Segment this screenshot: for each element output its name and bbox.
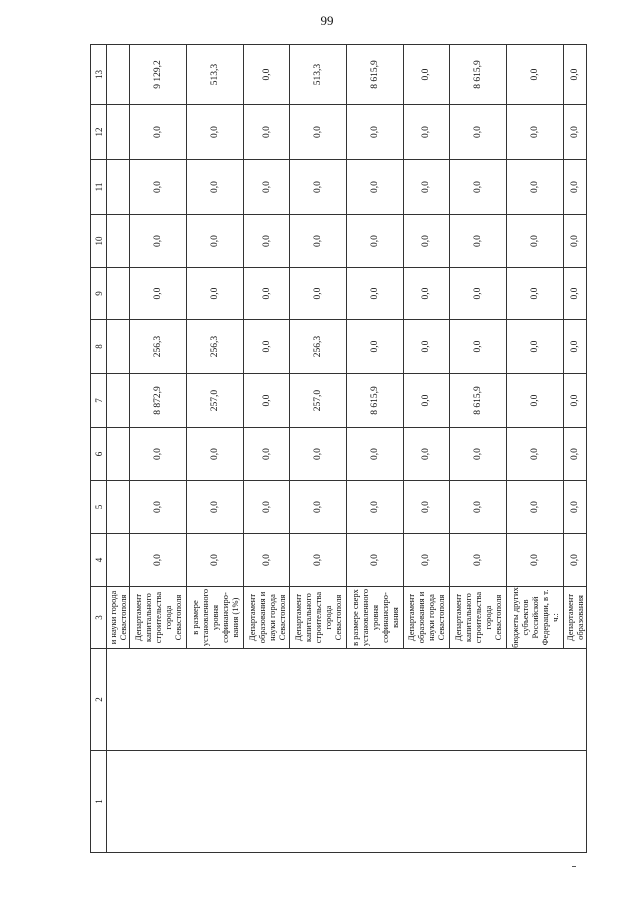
table-row xyxy=(107,45,130,853)
value-cell: 0,0 xyxy=(449,534,506,587)
value-cell: 0,0 xyxy=(449,268,506,320)
value-cell: 513,3 xyxy=(290,45,347,105)
value-cell: 0,0 xyxy=(506,268,563,320)
value-cell: 0,0 xyxy=(244,481,290,534)
value-cell: 0,0 xyxy=(187,534,244,587)
value-cell: 0,0 xyxy=(290,428,347,481)
value-cell xyxy=(107,160,130,215)
value-cell: 0,0 xyxy=(130,105,187,160)
value-cell: 0,0 xyxy=(563,320,587,374)
description-cell: Департамент капитального строительства города Севастополя xyxy=(290,587,347,649)
value-cell: 0,0 xyxy=(290,215,347,268)
value-cell: 0,0 xyxy=(506,45,563,105)
value-cell: 0,0 xyxy=(130,428,187,481)
value-cell: 0,0 xyxy=(244,268,290,320)
value-cell: 0,0 xyxy=(130,268,187,320)
value-cell: 0,0 xyxy=(563,215,587,268)
value-cell: 0,0 xyxy=(563,428,587,481)
value-cell: 256,3 xyxy=(130,320,187,374)
value-cell: 0,0 xyxy=(290,534,347,587)
value-cell xyxy=(107,481,130,534)
value-cell: 0,0 xyxy=(403,268,449,320)
budget-table xyxy=(90,44,587,853)
value-cell: 0,0 xyxy=(563,105,587,160)
value-cell xyxy=(107,45,130,105)
value-cell: 0,0 xyxy=(403,428,449,481)
value-cell: 0,0 xyxy=(187,481,244,534)
value-cell: 0,0 xyxy=(449,320,506,374)
value-cell: 0,0 xyxy=(563,160,587,215)
value-cell: 0,0 xyxy=(563,268,587,320)
value-cell: 0,0 xyxy=(563,45,587,105)
description-cell: Департамент образования и науки города Севастополя xyxy=(244,587,290,649)
description-cell: Департамент образования и науки города Севастополя xyxy=(403,587,449,649)
value-cell xyxy=(107,320,130,374)
value-cell: 0,0 xyxy=(506,320,563,374)
value-cell: 0,0 xyxy=(563,374,587,428)
value-cell: 0,0 xyxy=(403,534,449,587)
value-cell: 0,0 xyxy=(403,320,449,374)
value-cell: 0,0 xyxy=(403,160,449,215)
value-cell: 0,0 xyxy=(506,428,563,481)
column-header: 1 xyxy=(91,751,107,853)
value-cell: 0,0 xyxy=(346,534,403,587)
value-cell: 257,0 xyxy=(187,374,244,428)
value-cell: 257,0 xyxy=(290,374,347,428)
column-header: 9 xyxy=(91,268,107,320)
value-cell: 0,0 xyxy=(449,481,506,534)
value-cell: 0,0 xyxy=(130,481,187,534)
value-cell: 0,0 xyxy=(130,160,187,215)
column-header: 7 xyxy=(91,374,107,428)
column-header: 6 xyxy=(91,428,107,481)
value-cell: 0,0 xyxy=(346,160,403,215)
value-cell: 8 872,9 xyxy=(130,374,187,428)
description-cell: и науки города Севастополя xyxy=(107,587,130,649)
value-cell: 0,0 xyxy=(403,215,449,268)
value-cell: 0,0 xyxy=(403,481,449,534)
value-cell: 0,0 xyxy=(449,160,506,215)
value-cell: 0,0 xyxy=(187,160,244,215)
value-cell: 0,0 xyxy=(403,45,449,105)
column-header: 5 xyxy=(91,481,107,534)
value-cell: 0,0 xyxy=(187,105,244,160)
column-header: 10 xyxy=(91,215,107,268)
value-cell: 0,0 xyxy=(244,320,290,374)
value-cell xyxy=(107,374,130,428)
column-1-cell xyxy=(107,751,587,853)
description-cell: в размере установленного уровня софинансиро-вания (1%) xyxy=(187,587,244,649)
value-cell: 0,0 xyxy=(346,105,403,160)
value-cell: 0,0 xyxy=(346,215,403,268)
value-cell: 0,0 xyxy=(290,481,347,534)
value-cell: 0,0 xyxy=(244,534,290,587)
value-cell: 513,3 xyxy=(187,45,244,105)
value-cell: 0,0 xyxy=(187,268,244,320)
value-cell: 0,0 xyxy=(346,428,403,481)
page-number: 99 xyxy=(320,13,334,28)
column-header: 4 xyxy=(91,534,107,587)
description-cell: Департамент образования xyxy=(563,587,587,649)
value-cell: 0,0 xyxy=(563,481,587,534)
value-cell: 0,0 xyxy=(346,268,403,320)
header-row xyxy=(91,45,107,853)
value-cell: 0,0 xyxy=(506,374,563,428)
value-cell: 256,3 xyxy=(187,320,244,374)
description-cell: в размере сверх установленного уровня софинансиро-вания xyxy=(346,587,403,649)
value-cell: 0,0 xyxy=(449,428,506,481)
value-cell: 0,0 xyxy=(244,428,290,481)
value-cell xyxy=(107,105,130,160)
value-cell: 0,0 xyxy=(563,534,587,587)
value-cell: 8 615,9 xyxy=(346,45,403,105)
value-cell: 0,0 xyxy=(506,105,563,160)
value-cell: 0,0 xyxy=(244,105,290,160)
value-cell: 0,0 xyxy=(449,215,506,268)
rotated-table-container xyxy=(90,45,587,853)
value-cell: 0,0 xyxy=(506,481,563,534)
column-header: 3 xyxy=(91,587,107,649)
value-cell xyxy=(107,268,130,320)
value-cell xyxy=(107,215,130,268)
column-header: 11 xyxy=(91,160,107,215)
value-cell xyxy=(107,428,130,481)
description-cell: бюджеты других субъектов Российской Федерации, в т. ч.: xyxy=(506,587,563,649)
column-2-cell xyxy=(107,649,587,751)
description-cell: Департамент капитального строительства города Севастополя xyxy=(449,587,506,649)
value-cell: 0,0 xyxy=(187,215,244,268)
value-cell: 0,0 xyxy=(346,320,403,374)
value-cell: 0,0 xyxy=(449,105,506,160)
value-cell: 0,0 xyxy=(244,374,290,428)
value-cell: 8 615,9 xyxy=(449,45,506,105)
column-header: 8 xyxy=(91,320,107,374)
value-cell: 0,0 xyxy=(346,481,403,534)
scan-mark xyxy=(572,866,576,867)
value-cell: 0,0 xyxy=(244,215,290,268)
column-header: 13 xyxy=(91,45,107,105)
value-cell: 9 129,2 xyxy=(130,45,187,105)
value-cell: 0,0 xyxy=(506,160,563,215)
description-cell: Департамент капитального строительства города Севастополя xyxy=(130,587,187,649)
value-cell: 0,0 xyxy=(290,160,347,215)
value-cell: 0,0 xyxy=(506,534,563,587)
value-cell xyxy=(107,534,130,587)
value-cell: 0,0 xyxy=(290,268,347,320)
value-cell: 256,3 xyxy=(290,320,347,374)
value-cell: 0,0 xyxy=(244,160,290,215)
value-cell: 0,0 xyxy=(403,105,449,160)
value-cell: 8 615,9 xyxy=(346,374,403,428)
value-cell: 0,0 xyxy=(130,534,187,587)
column-header: 2 xyxy=(91,649,107,751)
value-cell: 0,0 xyxy=(187,428,244,481)
value-cell: 0,0 xyxy=(403,374,449,428)
value-cell: 0,0 xyxy=(130,215,187,268)
value-cell: 0,0 xyxy=(244,45,290,105)
value-cell: 0,0 xyxy=(290,105,347,160)
value-cell: 8 615,9 xyxy=(449,374,506,428)
column-header: 12 xyxy=(91,105,107,160)
value-cell: 0,0 xyxy=(506,215,563,268)
